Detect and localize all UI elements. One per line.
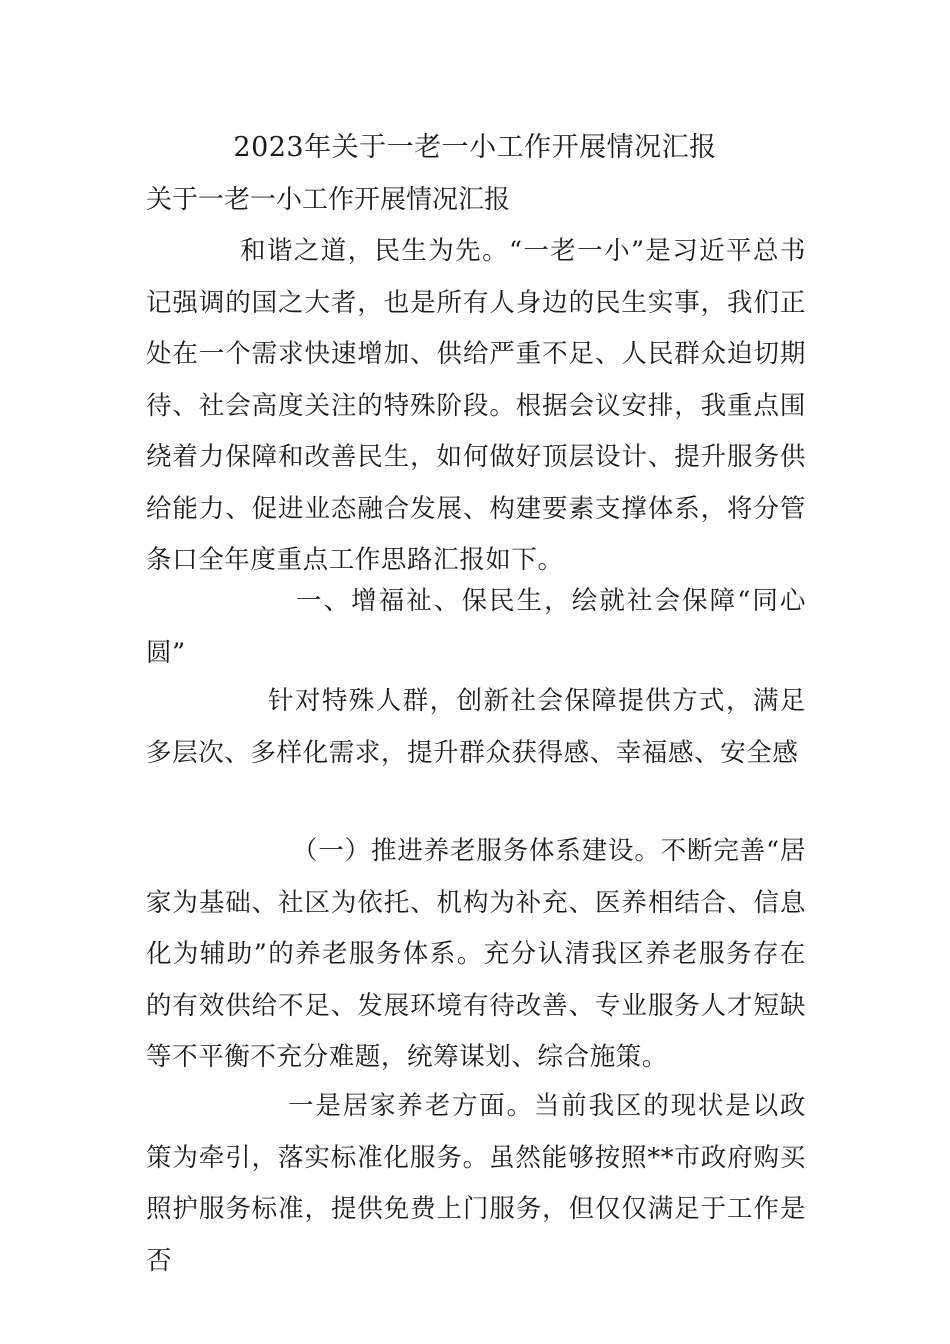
paragraph-intro: 和谐之道，民生为先。“一老一小”是习近平总书记强调的国之大者，也是所有人身边的民生实事，我们正处在一个需求快速增加、供给严重不足、人民群众迫切期待、社会高度关注的特殊阶段。根据会议安排，我重点围绕着力保障和改善民生，如何做好顶层设计、提升服务供给能力、促进业态融合发展、构建要素支撑体系，将分管条口全年度重点工作思路汇报如下。: [146, 236, 806, 575]
paragraph-section-1-intro: 针对特殊人群，创新社会保障提供方式，满足多层次、多样化需求，提升群众获得感、幸福感、安全感: [146, 686, 806, 768]
document-title: 2023年关于一老一小工作开展情况汇报: [233, 132, 717, 163]
section-heading-1: 一、增福祉、保民生，绘就社会保障“同心圆”: [146, 586, 806, 668]
paragraph-home-care: 一是居家养老方面。当前我区的现状是以政策为牵引，落实标准化服务。虽然能够按照**市政府购买照护服务标准，提供免费上门服务，但仅仅满足于工作是否: [146, 1091, 806, 1276]
paragraph-subsection-1: （一）推进养老服务体系建设。不断完善“居家为基础、社区为依托、机构为补充、医养相结合、信息化为辅助”的养老服务体系。充分认清我区养老服务存在的有效供给不足、发展环境有待改善、专业服务人才短缺等不平衡不充分难题，统筹谋划、综合施策。: [146, 836, 806, 1072]
document-subtitle: 关于一老一小工作开展情况汇报: [146, 185, 511, 215]
